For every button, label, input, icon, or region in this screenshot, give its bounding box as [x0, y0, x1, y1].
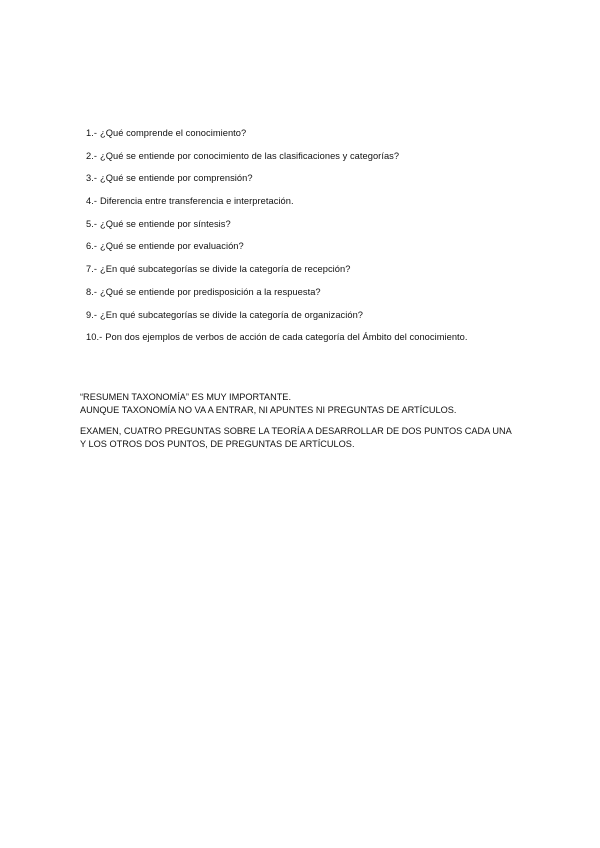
question-text: ¿Qué se entiende por conocimiento de las clasificaciones y categorías?	[100, 150, 400, 161]
question-item	[86, 330, 468, 353]
question-number: 1.-	[86, 128, 97, 138]
question-number: 7.-	[86, 264, 97, 275]
note-line: AUNQUE TAXONOMÍA NO VA A ENTRAR, NI APUNTES NI PREGUNTAS DE ARTÍCULOS.	[80, 404, 457, 415]
question-item	[86, 126, 468, 149]
question-text: Pon dos ejemplos de verbos de acción de cada categoría del Ámbito del conocimiento.	[105, 332, 468, 343]
question-text: ¿En qué subcategorías se divide la categoría de organización?	[100, 309, 364, 320]
note-line: Y LOS OTROS DOS PUNTOS, DE PREGUNTAS DE ARTÍCULOS.	[80, 438, 355, 449]
question-item	[86, 217, 468, 240]
question-item	[86, 308, 468, 331]
question-item	[86, 239, 468, 262]
question-item	[86, 194, 468, 217]
question-item	[86, 285, 468, 308]
question-number: 4.-	[86, 196, 97, 207]
question-text: ¿En qué subcategorías se divide la categoría de recepción?	[100, 264, 351, 275]
question-number: 8.-	[86, 286, 97, 297]
question-list	[86, 126, 468, 353]
question-number: 3.-	[86, 173, 97, 184]
question-number: 9.-	[86, 309, 97, 320]
question-number: 6.-	[86, 241, 97, 252]
note-line: EXAMEN, CUATRO PREGUNTAS SOBRE LA TEORÍA A DESARROLLAR DE DOS PUNTOS CADA UNA	[80, 426, 512, 436]
question-text: ¿Qué se entiende por evaluación?	[100, 241, 244, 252]
question-text: Diferencia entre transferencia e interpretación.	[100, 196, 294, 207]
exam-notes	[80, 391, 520, 450]
question-item	[86, 262, 468, 285]
paragraph-gap	[80, 416, 520, 425]
question-item	[86, 149, 468, 172]
question-number: 5.-	[86, 218, 97, 229]
question-text: ¿Qué se entiende por comprensión?	[100, 173, 253, 184]
note-line: “RESUMEN TAXONOMÍA” ES MUY IMPORTANTE.	[80, 392, 291, 402]
question-text: ¿Qué se entiende por predisposición a la respuesta?	[100, 286, 321, 297]
question-number: 2.-	[86, 150, 97, 161]
question-text: ¿Qué se entiende por síntesis?	[100, 218, 231, 229]
question-number: 10.-	[86, 332, 103, 343]
question-item	[86, 171, 468, 194]
question-text: ¿Qué comprende el conocimiento?	[100, 128, 247, 138]
